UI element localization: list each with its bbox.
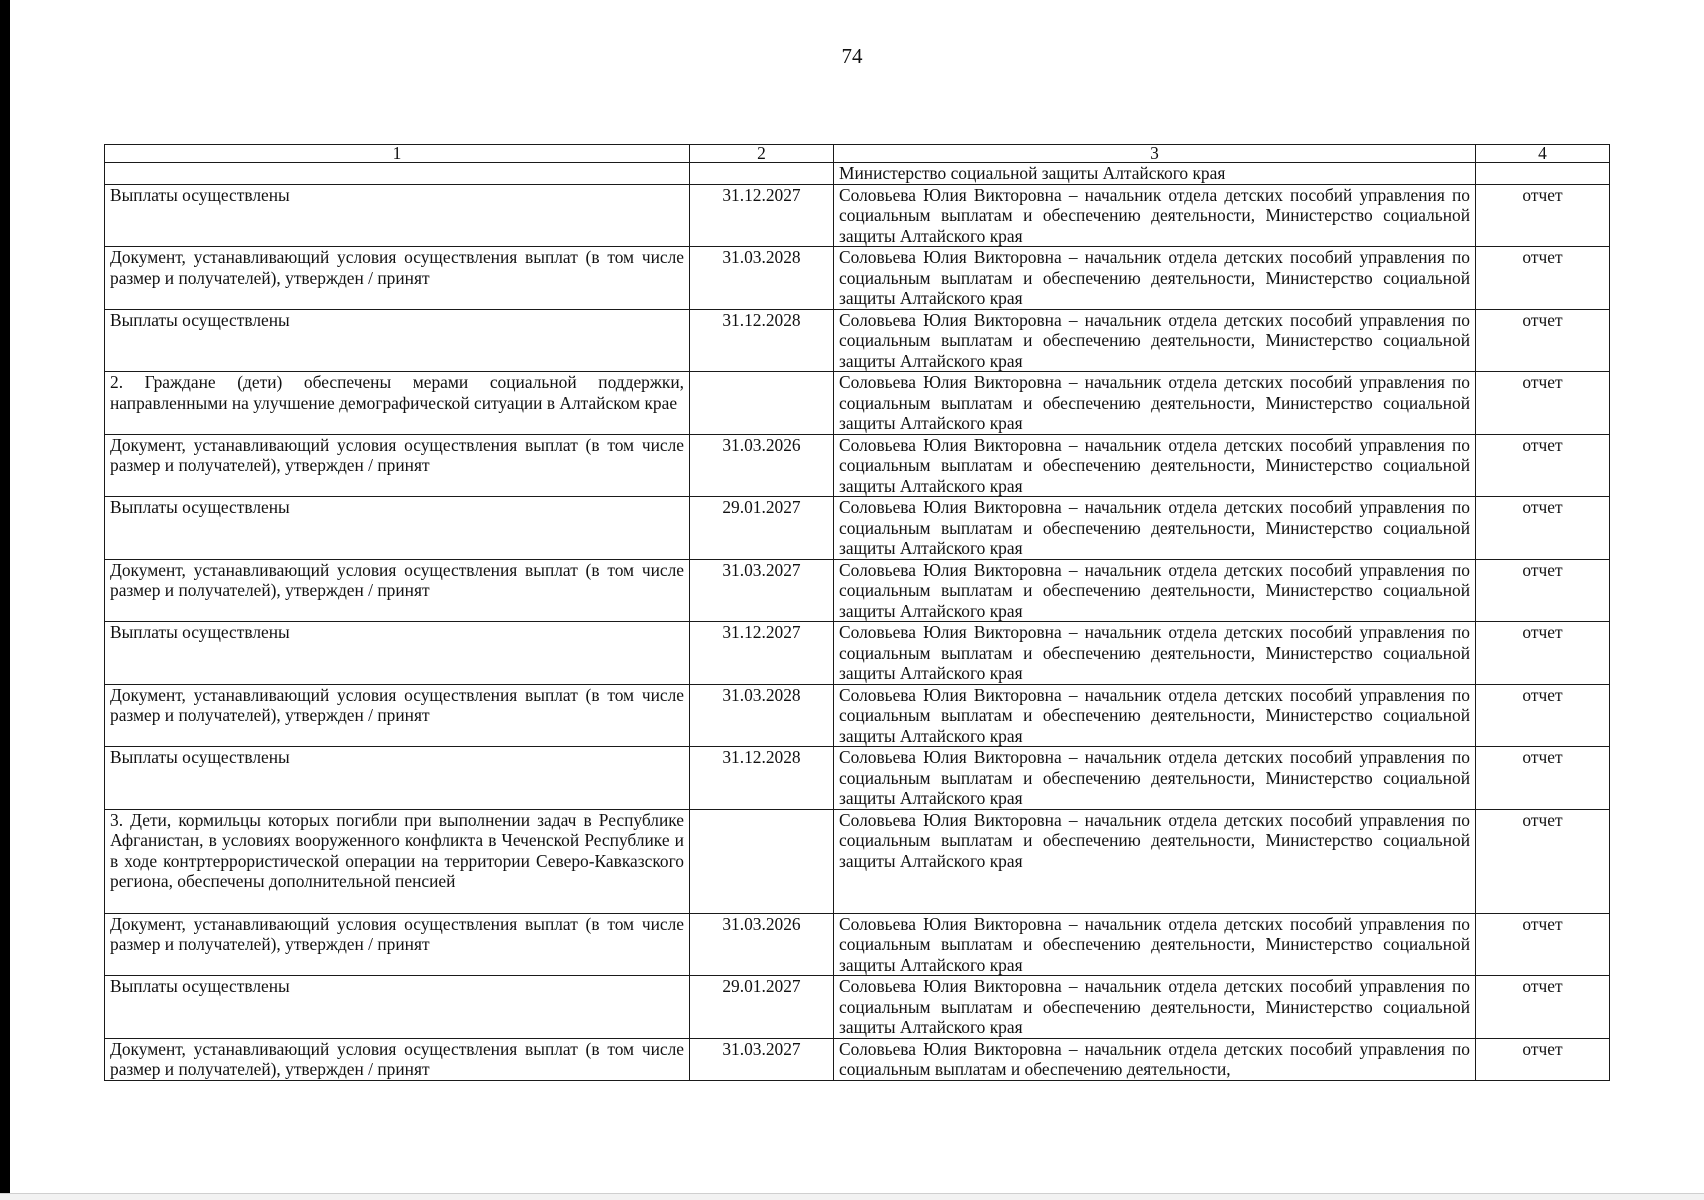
result-cell: Документ, устанавливающий условия осуществления выплат (в том числе размер и получателей), утвержден / принят [105,1038,690,1080]
responsible-cell: Соловьева Юлия Викторовна – начальник отдела детских пособий управления по социальным выплатам и обеспечению деятельности, [834,1038,1476,1080]
page-number: 74 [841,44,863,68]
header-cell-4: 4 [1476,145,1610,163]
deadline-cell: 31.03.2027 [690,559,834,622]
responsible-cell: Соловьева Юлия Викторовна – начальник отдела детских пособий управления по социальным выплатам и обеспечению деятельности, Министерство социальной защиты Алтайского края [834,913,1476,976]
table-row [105,309,1610,372]
responsible-cell: Соловьева Юлия Викторовна – начальник отдела детских пособий управления по социальным выплатам и обеспечению деятельности, Министерство социальной защиты Алтайского края [834,372,1476,435]
table-row [105,559,1610,622]
section-title-cell: 2. Граждане (дети) обеспечены мерами социальной поддержки, направленными на улучшение демографической ситуации в Алтайском крае [105,372,690,435]
responsible-cell: Соловьева Юлия Викторовна – начальник отдела детских пособий управления по социальным выплатам и обеспечению деятельности, Министерство социальной защиты Алтайского края [834,434,1476,497]
deadline-cell: 31.12.2027 [690,184,834,247]
report-type-cell [1476,163,1610,185]
deadline-cell: 31.12.2028 [690,309,834,372]
header-cell-2: 2 [690,145,834,163]
report-type-cell: отчет [1476,747,1610,810]
deadline-cell: 31.12.2027 [690,622,834,685]
report-type-cell: отчет [1476,976,1610,1039]
table-row-section [105,809,1610,913]
responsible-cell: Соловьева Юлия Викторовна – начальник отдела детских пособий управления по социальным выплатам и обеспечению деятельности, Министерство социальной защиты Алтайского края [834,184,1476,247]
result-cell: Выплаты осуществлены [105,622,690,685]
report-type-cell: отчет [1476,184,1610,247]
table-row [105,622,1610,685]
result-cell: Выплаты осуществлены [105,184,690,247]
report-type-cell: отчет [1476,434,1610,497]
report-type-cell: отчет [1476,913,1610,976]
result-cell: Документ, устанавливающий условия осуществления выплат (в том числе размер и получателей), утвержден / принят [105,559,690,622]
deadline-cell: 31.03.2028 [690,247,834,310]
report-type-cell: отчет [1476,372,1610,435]
result-cell: Документ, устанавливающий условия осуществления выплат (в том числе размер и получателей), утвержден / принят [105,913,690,976]
result-cell: Документ, устанавливающий условия осуществления выплат (в том числе размер и получателей), утвержден / принят [105,434,690,497]
report-type-cell: отчет [1476,309,1610,372]
table-row-section [105,372,1610,435]
deadline-cell: 31.03.2027 [690,1038,834,1080]
result-cell: Выплаты осуществлены [105,747,690,810]
table-row [105,434,1610,497]
responsible-cell: Соловьева Юлия Викторовна – начальник отдела детских пособий управления по социальным выплатам и обеспечению деятельности, Министерство социальной защиты Алтайского края [834,684,1476,747]
deadline-cell [690,372,834,435]
report-type-cell: отчет [1476,247,1610,310]
result-cell [105,163,690,185]
responsible-cell: Соловьева Юлия Викторовна – начальник отдела детских пособий управления по социальным выплатам и обеспечению деятельности, Министерство социальной защиты Алтайского края [834,497,1476,560]
responsible-cell: Соловьева Юлия Викторовна – начальник отдела детских пособий управления по социальным выплатам и обеспечению деятельности, Министерство социальной защиты Алтайского края [834,809,1476,913]
table-row [105,684,1610,747]
scan-left-edge [0,0,10,1200]
deadline-cell: 29.01.2027 [690,976,834,1039]
table-row [105,747,1610,810]
table-row [105,1038,1610,1080]
responsible-cell: Соловьева Юлия Викторовна – начальник отдела детских пособий управления по социальным выплатам и обеспечению деятельности, Министерство социальной защиты Алтайского края [834,622,1476,685]
result-cell: Документ, устанавливающий условия осуществления выплат (в том числе размер и получателей), утвержден / принят [105,684,690,747]
responsible-cell: Министерство социальной защиты Алтайского края [834,163,1476,185]
deadline-cell: 29.01.2027 [690,497,834,560]
report-type-cell: отчет [1476,497,1610,560]
report-type-cell: отчет [1476,809,1610,913]
deadline-cell: 31.03.2028 [690,684,834,747]
responsible-cell: Соловьева Юлия Викторовна – начальник отдела детских пособий управления по социальным выплатам и обеспечению деятельности, Министерство социальной защиты Алтайского края [834,247,1476,310]
deadline-cell: 31.12.2028 [690,747,834,810]
table-header-row [105,145,1610,163]
report-type-cell: отчет [1476,684,1610,747]
table-row [105,913,1610,976]
responsible-cell: Соловьева Юлия Викторовна – начальник отдела детских пособий управления по социальным выплатам и обеспечению деятельности, Министерство социальной защиты Алтайского края [834,309,1476,372]
section-title-cell: 3. Дети, кормильцы которых погибли при выполнении задач в Республике Афганистан, в условиях вооруженного конфликта в Чеченской Республике и в ходе контртеррористической операции на территории Северо-Кавказского региона, обеспечены дополнительной пенсией [105,809,690,913]
deadline-cell: 31.03.2026 [690,913,834,976]
scan-bottom-edge [0,1193,1704,1200]
responsible-cell: Соловьева Юлия Викторовна – начальник отдела детских пособий управления по социальным выплатам и обеспечению деятельности, Министерство социальной защиты Алтайского края [834,747,1476,810]
header-cell-3: 3 [834,145,1476,163]
responsible-cell: Соловьева Юлия Викторовна – начальник отдела детских пособий управления по социальным выплатам и обеспечению деятельности, Министерство социальной защиты Алтайского края [834,976,1476,1039]
deadline-cell [690,809,834,913]
responsible-cell: Соловьева Юлия Викторовна – начальник отдела детских пособий управления по социальным выплатам и обеспечению деятельности, Министерство социальной защиты Алтайского края [834,559,1476,622]
result-cell: Выплаты осуществлены [105,309,690,372]
table-row [105,497,1610,560]
report-type-cell: отчет [1476,1038,1610,1080]
deadline-cell [690,163,834,185]
report-type-cell: отчет [1476,559,1610,622]
report-type-cell: отчет [1476,622,1610,685]
table-row [105,247,1610,310]
result-cell: Выплаты осуществлены [105,497,690,560]
deadline-cell: 31.03.2026 [690,434,834,497]
header-cell-1: 1 [105,145,690,163]
measures-table [104,144,1610,1081]
table-row [105,184,1610,247]
table-row [105,163,1610,185]
table-row [105,976,1610,1039]
result-cell: Выплаты осуществлены [105,976,690,1039]
result-cell: Документ, устанавливающий условия осуществления выплат (в том числе размер и получателей), утвержден / принят [105,247,690,310]
